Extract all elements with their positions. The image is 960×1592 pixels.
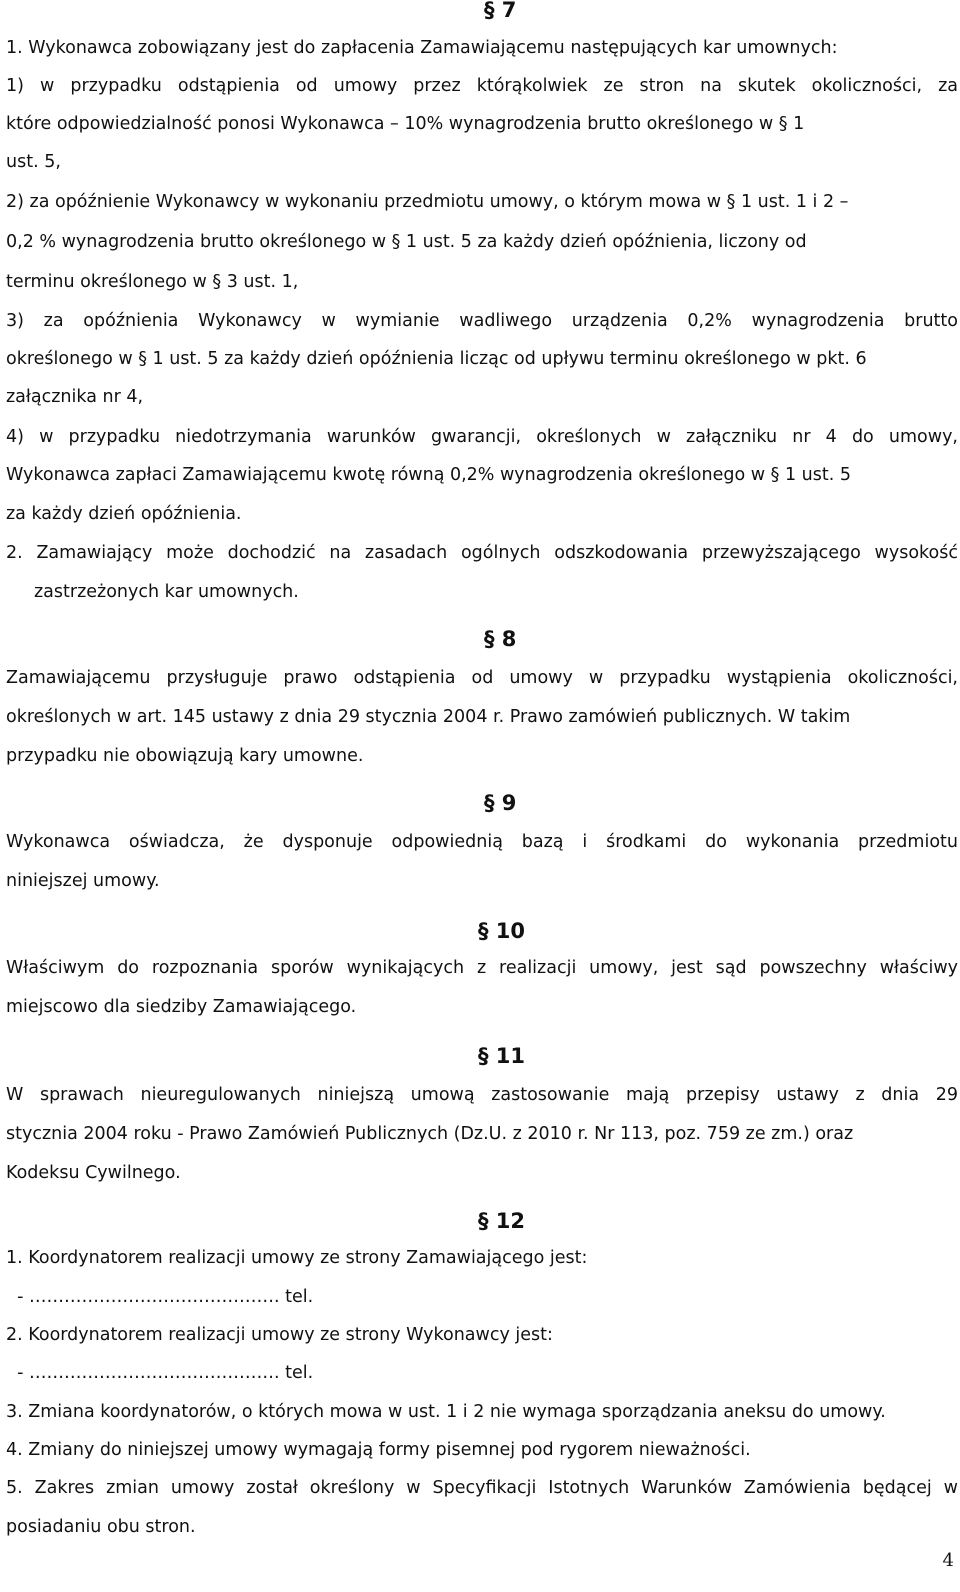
text-line: określonego w § 1 ust. 5 za każdy dzień opóźnienia licząc od upływu terminu określonego w pkt. 6: [6, 349, 867, 369]
text-line: 0,2 % wynagrodzenia brutto określonego w § 1 ust. 5 za każdy dzień opóźnienia, liczony od: [6, 232, 807, 252]
text-line: stycznia 2004 roku - Prawo Zamówień Publicznych (Dz.U. z 2010 r. Nr 113, poz. 759 ze zm.) oraz: [6, 1124, 854, 1144]
text-line: Kodeksu Cywilnego.: [6, 1163, 181, 1183]
text-line: 1. Koordynatorem realizacji umowy ze strony Zamawiającego jest:: [6, 1248, 588, 1268]
text-line: Wykonawca zapłaci Zamawiającemu kwotę równą 0,2% wynagrodzenia określonego w § 1 ust. 5: [6, 465, 851, 485]
text-line: W sprawach nieuregulowanych niniejszą umową zastosowanie mają przepisy ustawy z dnia 29: [6, 1085, 958, 1105]
text-line: ust. 5,: [6, 152, 61, 172]
text-line: - ……………………………………. tel.: [6, 1287, 314, 1307]
text-line: zastrzeżonych kar umownych.: [34, 582, 299, 602]
text-line: Właściwym do rozpoznania sporów wynikających z realizacji umowy, jest sąd powszechny właściwy: [6, 958, 958, 978]
text-line: 2) za opóźnienie Wykonawcy w wykonaniu przedmiotu umowy, o którym mowa w § 1 ust. 1 i 2 –: [6, 192, 849, 212]
text-line: Zamawiającemu przysługuje prawo odstąpienia od umowy w przypadku wystąpienia okoliczności,: [6, 668, 958, 688]
text-line: 3) za opóźnienia Wykonawcy w wymianie wadliwego urządzenia 0,2% wynagrodzenia brutto: [6, 311, 958, 331]
section-heading-9: § 9: [484, 791, 517, 815]
text-line: za każdy dzień opóźnienia.: [6, 504, 242, 524]
section-heading-10: § 10: [478, 919, 526, 943]
text-line: 2. Zamawiający może dochodzić na zasadach ogólnych odszkodowania przewyższającego wysokość: [6, 543, 958, 563]
text-line: które odpowiedzialność ponosi Wykonawca – 10% wynagrodzenia brutto określonego w § 1: [6, 114, 805, 134]
text-line: określonych w art. 145 ustawy z dnia 29 stycznia 2004 r. Prawo zamówień publicznych. W takim: [6, 707, 851, 727]
text-line: 2. Koordynatorem realizacji umowy ze strony Wykonawcy jest:: [6, 1325, 553, 1345]
text-line: 1) w przypadku odstąpienia od umowy przez którąkolwiek ze stron na skutek okoliczności, za: [6, 76, 958, 96]
text-line: 5. Zakres zmian umowy został określony w Specyfikacji Istotnych Warunków Zamówienia będącej w: [6, 1478, 958, 1498]
text-line: załącznika nr 4,: [6, 387, 144, 407]
section-heading-12: § 12: [478, 1209, 526, 1233]
text-line: - ……………………………………. tel.: [6, 1363, 314, 1383]
section-heading-11: § 11: [478, 1044, 526, 1068]
section-heading-7: § 7: [484, 0, 517, 22]
text-line: posiadaniu obu stron.: [6, 1517, 196, 1537]
section-heading-8: § 8: [484, 627, 517, 651]
text-line: 4) w przypadku niedotrzymania warunków gwarancji, określonych w załączniku nr 4 do umowy,: [6, 427, 958, 447]
page-number: 4: [942, 1550, 954, 1571]
text-line: miejscowo dla siedziby Zamawiającego.: [6, 997, 357, 1017]
text-line: terminu określonego w § 3 ust. 1,: [6, 272, 299, 292]
text-line: Wykonawca oświadcza, że dysponuje odpowiednią bazą i środkami do wykonania przedmiotu: [6, 832, 958, 852]
text-line: 3. Zmiana koordynatorów, o których mowa w ust. 1 i 2 nie wymaga sporządzania aneksu do umowy.: [6, 1402, 886, 1422]
text-line: niniejszej umowy.: [6, 871, 160, 891]
text-line: przypadku nie obowiązują kary umowne.: [6, 746, 364, 766]
text-line: 4. Zmiany do niniejszej umowy wymagają formy pisemnej pod rygorem nieważności.: [6, 1440, 751, 1460]
text-line: 1. Wykonawca zobowiązany jest do zapłacenia Zamawiającemu następujących kar umownych:: [6, 38, 838, 58]
